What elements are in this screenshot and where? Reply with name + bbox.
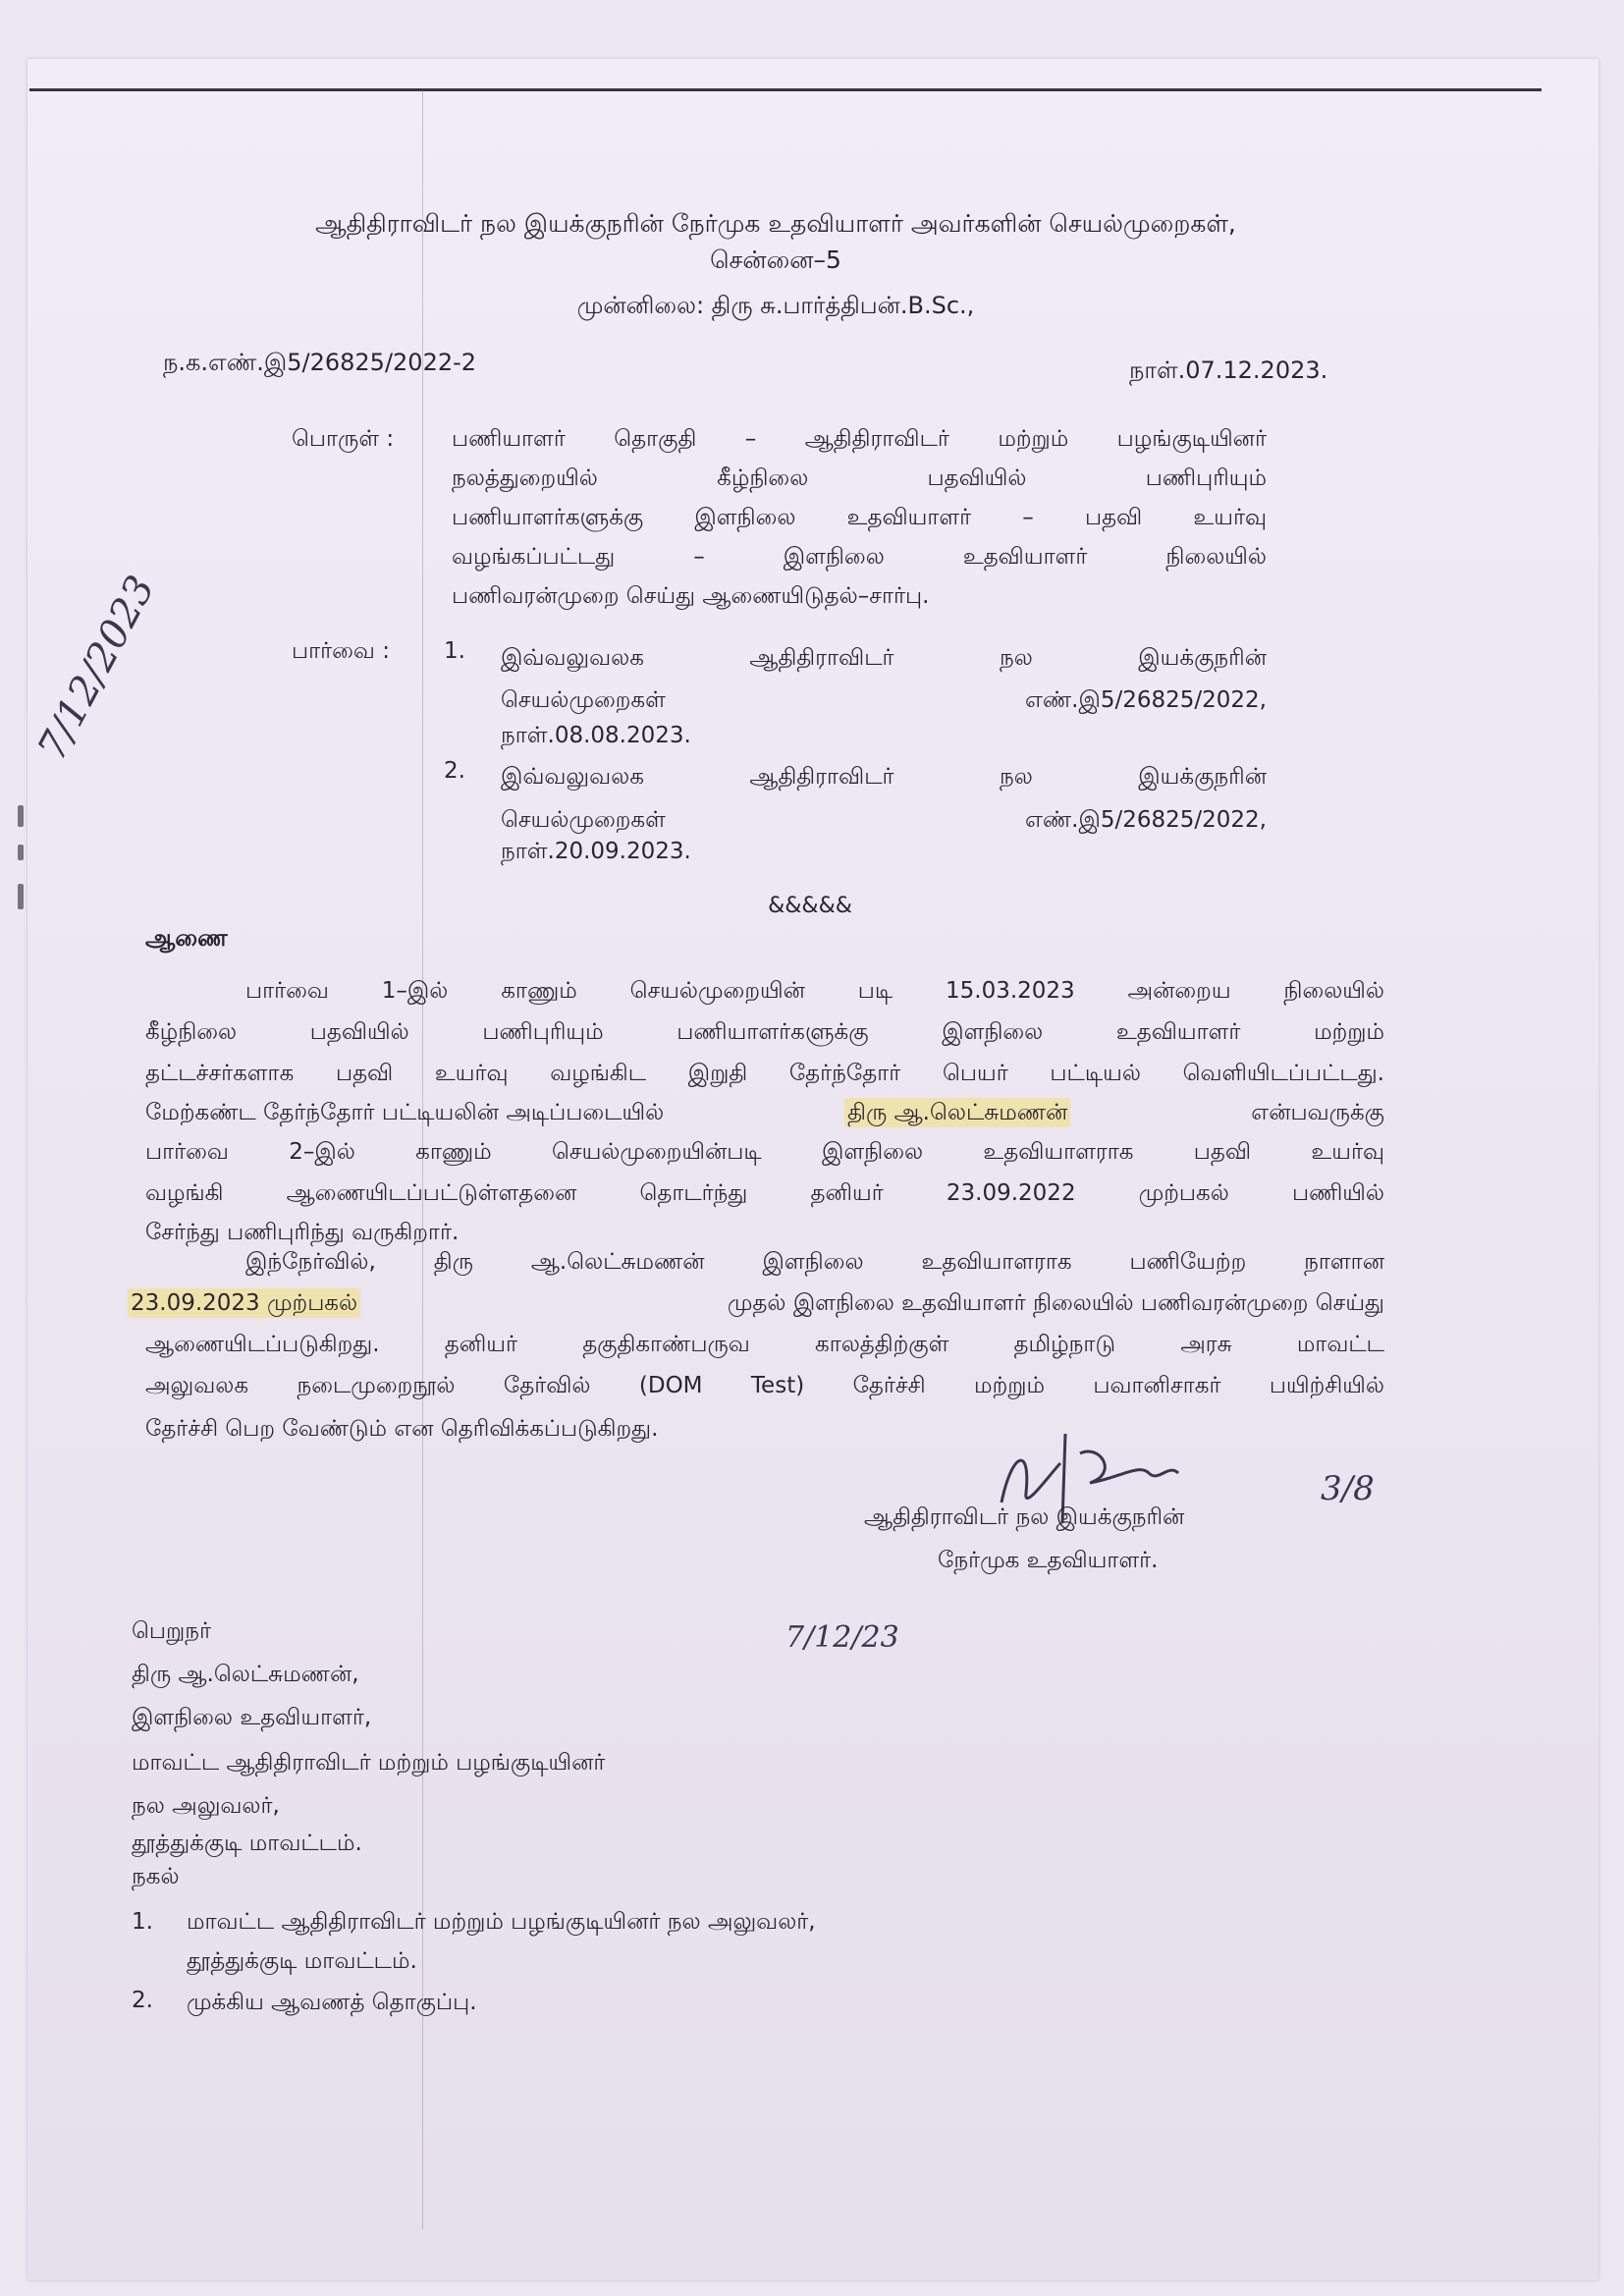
order-paragraph-line: அலுவலக நடைமுறைநூல் தேர்வில் (DOM Test) தேர்ச்சி மற்றும் பவானிசாகர் பயிற்சியில் bbox=[145, 1373, 1384, 1398]
punch-mark bbox=[18, 884, 24, 909]
document-date: நாள்.07.12.2023. bbox=[1129, 356, 1328, 384]
header-office-line: ஆதிதிராவிடர் நல இயக்குநரின் நேர்முக உதவியாளர் அவர்களின் செயல்முறைகள், bbox=[315, 209, 1236, 238]
order-paragraph-line: ஆணையிடப்படுகிறது. தனியர் தகுதிகாண்பருவ காலத்திற்குள் தமிழ்நாடு அரசு மாவட்ட bbox=[145, 1332, 1384, 1357]
handwritten-page-mark: 3/8 bbox=[1321, 1469, 1375, 1508]
order-paragraph-line bbox=[128, 1288, 1384, 1318]
reference-number-item: 1. bbox=[444, 638, 465, 664]
top-border-line bbox=[29, 88, 1542, 91]
recipient-line: மாவட்ட ஆதிதிராவிடர் மற்றும் பழங்குடியினர் bbox=[132, 1750, 606, 1776]
order-paragraph-line: வழங்கி ஆணையிடப்பட்டுள்ளதனை தொடர்ந்து தனியர் 23.09.2022 முற்பகல் பணியில் bbox=[145, 1180, 1384, 1206]
order-paragraph-line: தேர்ச்சி பெற வேண்டும் என தெரிவிக்கப்படுகிறது. bbox=[145, 1416, 659, 1442]
text-segment: முதல் இளநிலை உதவியாளர் நிலையில் பணிவரன்முறை செய்து bbox=[727, 1290, 1384, 1316]
reference-line: எண்.இ5/26825/2022, bbox=[1024, 807, 1267, 833]
subject-label: பொருள் : bbox=[292, 426, 395, 452]
copy-item-line: மாவட்ட ஆதிதிராவிடர் மற்றும் பழங்குடியினர் நல அலுவலர், bbox=[187, 1909, 816, 1935]
reference-date: நாள்.08.08.2023. bbox=[501, 723, 691, 748]
copy-item-number: 1. bbox=[132, 1909, 153, 1935]
order-heading: ஆணை bbox=[145, 924, 228, 952]
highlighted-name: திரு ஆ.லெட்சுமணன் bbox=[844, 1098, 1070, 1127]
text-segment: என்பவருக்கு bbox=[1251, 1100, 1384, 1125]
handwritten-date-margin: 7/12/2023 bbox=[29, 568, 164, 768]
subject-line: பணியாளர்களுக்கு இளநிலை உதவியாளர் – பதவி உயர்வு bbox=[452, 505, 1267, 530]
subject-line: பணிவரன்முறை செய்து ஆணையிடுதல்–சார்பு. bbox=[452, 583, 930, 609]
order-paragraph-line: பார்வை 1–இல் காணும் செயல்முறையின் படி 15.03.2023 அன்றைய நிலையில் bbox=[245, 978, 1384, 1004]
recipient-line: நல அலுவலர், bbox=[132, 1793, 280, 1819]
copy-item-number: 2. bbox=[132, 1988, 153, 2013]
references-label: பார்வை : bbox=[292, 638, 390, 664]
copy-item-line: தூத்துக்குடி மாவட்டம். bbox=[187, 1948, 417, 1974]
header-city: சென்னை–5 bbox=[710, 246, 841, 274]
reference-number: ந.க.எண்.இ5/26825/2022-2 bbox=[163, 349, 477, 376]
order-paragraph-line: இந்நேர்வில், திரு ஆ.லெட்சுமணன் இளநிலை உதவியாளராக பணியேற்ற நாளான bbox=[245, 1249, 1384, 1275]
separator: &&&&& bbox=[768, 894, 852, 918]
reference-line: எண்.இ5/26825/2022, bbox=[1024, 687, 1267, 713]
punch-mark bbox=[18, 845, 24, 860]
reference-number-item: 2. bbox=[444, 758, 465, 784]
subject-line: பணியாளர் தொகுதி – ஆதிதிராவிடர் மற்றும் பழங்குடியினர் bbox=[452, 426, 1267, 452]
order-paragraph-line: பார்வை 2–இல் காணும் செயல்முறையின்படி இளநிலை உதவியாளராக பதவி உயர்வு bbox=[145, 1139, 1384, 1165]
subject-line: நலத்துறையில் கீழ்நிலை பதவியில் பணிபுரியும் bbox=[452, 465, 1267, 491]
recipient-label: பெறுநர் bbox=[132, 1618, 212, 1644]
handwritten-initial-date: 7/12/23 bbox=[785, 1620, 899, 1655]
recipient-line: திரு ஆ.லெட்சுமணன், bbox=[132, 1662, 359, 1687]
punch-mark bbox=[18, 805, 24, 827]
reference-line: செயல்முறைகள் bbox=[501, 807, 666, 833]
reference-line: செயல்முறைகள் bbox=[501, 687, 666, 713]
copy-item-line: முக்கிய ஆவணத் தொகுப்பு. bbox=[187, 1990, 477, 2015]
order-paragraph-line bbox=[145, 1098, 1384, 1127]
reference-line: இவ்வலுவலக ஆதிதிராவிடர் நல இயக்குநரின் bbox=[501, 764, 1267, 790]
recipient-line: இளநிலை உதவியாளர், bbox=[132, 1705, 372, 1730]
order-paragraph-line: சேர்ந்து பணிபுரிந்து வருகிறார். bbox=[145, 1220, 460, 1245]
highlighted-date: 23.09.2023 முற்பகல் bbox=[128, 1288, 360, 1318]
signatory-title: ஆதிதிராவிடர் நல இயக்குநரின் bbox=[864, 1504, 1185, 1530]
order-paragraph-line: தட்டச்சர்களாக பதவி உயர்வு வழங்கிட இறுதி தேர்ந்தோர் பெயர் பட்டியல் வெளியிடப்பட்டது. bbox=[145, 1061, 1384, 1086]
order-paragraph-line: கீழ்நிலை பதவியில் பணிபுரியும் பணியாளர்களுக்கு இளநிலை உதவியாளர் மற்றும் bbox=[145, 1019, 1384, 1045]
copy-label: நகல் bbox=[132, 1864, 180, 1889]
header-presence: முன்னிலை: திரு சு.பார்த்திபன்.B.Sc., bbox=[576, 292, 975, 319]
reference-date: நாள்.20.09.2023. bbox=[501, 839, 691, 864]
subject-line: வழங்கப்பட்டது – இளநிலை உதவியாளர் நிலையில் bbox=[452, 544, 1267, 570]
recipient-line: தூத்துக்குடி மாவட்டம். bbox=[132, 1831, 362, 1856]
text-segment: மேற்கண்ட தேர்ந்தோர் பட்டியலின் அடிப்படையில் bbox=[145, 1100, 665, 1125]
reference-line: இவ்வலுவலக ஆதிதிராவிடர் நல இயக்குநரின் bbox=[501, 645, 1267, 671]
signatory-designation: நேர்முக உதவியாளர். bbox=[938, 1548, 1159, 1573]
